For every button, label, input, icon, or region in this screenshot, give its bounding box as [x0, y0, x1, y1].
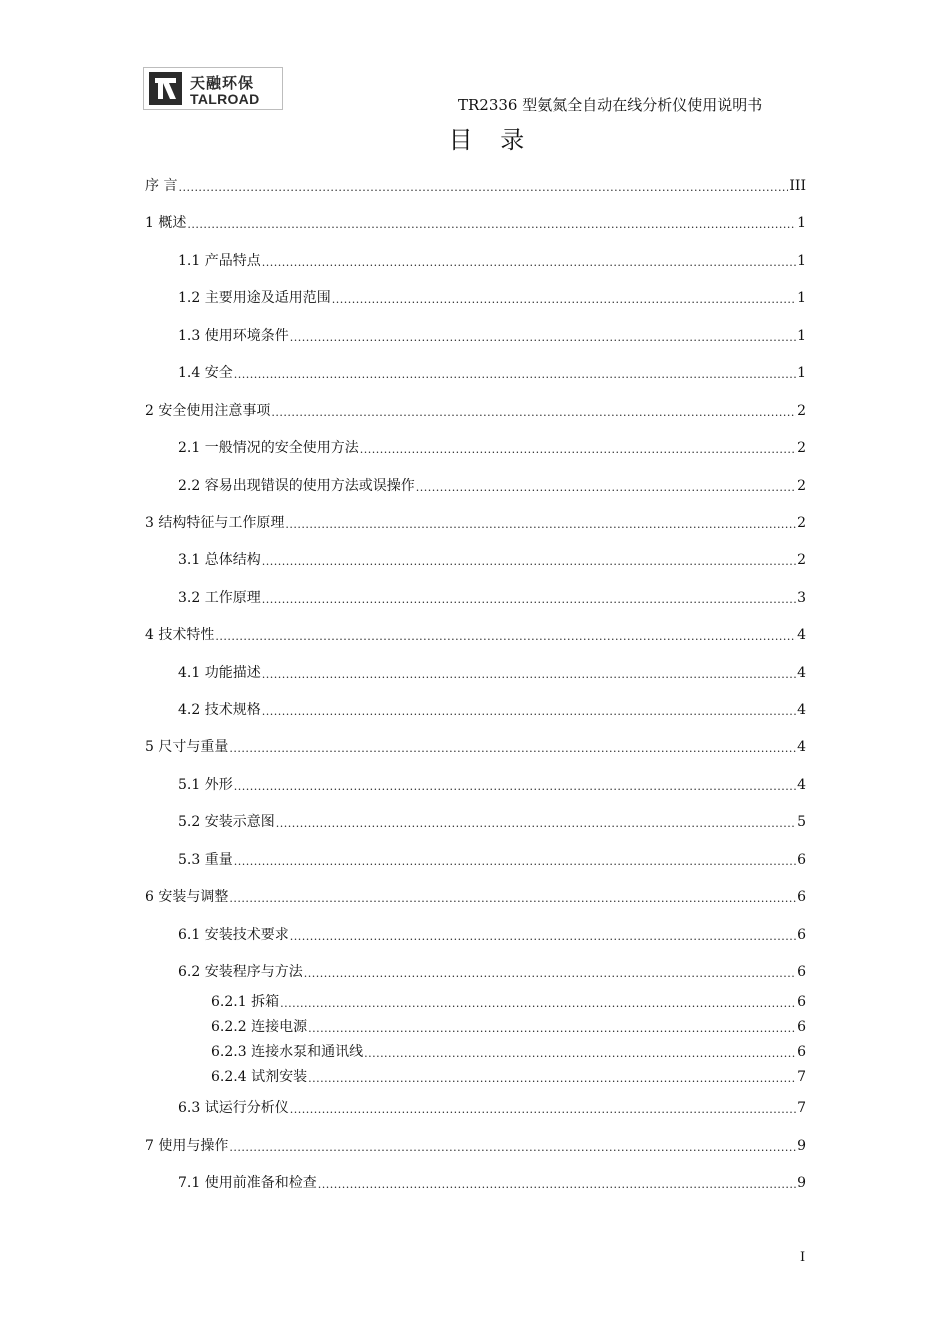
toc-entry-title: 2.1 一般情况的安全使用方法	[178, 440, 359, 456]
toc-dot-leader	[332, 293, 796, 307]
toc-entry[interactable]	[178, 439, 806, 457]
toc-entry[interactable]	[145, 626, 806, 644]
toc-dot-leader	[285, 518, 796, 532]
toc-entry[interactable]	[178, 813, 806, 831]
toc-dot-leader	[308, 1072, 796, 1086]
toc-entry[interactable]	[145, 214, 806, 232]
toc-entry-page: III	[789, 178, 806, 194]
toc-entry-page: 1	[797, 253, 806, 269]
toc-entry-title: 2 安全使用注意事项	[145, 403, 271, 419]
toc-entry-page: 6	[797, 852, 806, 868]
toc-entry-title: 1.2 主要用途及适用范围	[178, 290, 331, 306]
toc-entry-page: 7	[797, 1069, 806, 1085]
toc-entry[interactable]	[178, 477, 806, 495]
toc-dot-leader	[364, 1047, 796, 1061]
toc-heading: 目 录	[448, 126, 535, 154]
toc-entry-title: 6.3 试运行分析仪	[178, 1100, 289, 1116]
toc-entry-page: 9	[797, 1175, 806, 1191]
toc-entry-title: 4 技术特性	[145, 627, 215, 643]
toc-dot-leader	[234, 368, 796, 382]
toc-entry[interactable]	[178, 551, 806, 569]
toc-entry-page: 6	[797, 889, 806, 905]
toc-entry-title: 7.1 使用前准备和检查	[178, 1175, 317, 1191]
toc-dot-leader	[229, 892, 796, 906]
toc-entry-title: 2.2 容易出现错误的使用方法或误操作	[178, 478, 415, 494]
toc-dot-leader	[318, 1178, 796, 1192]
toc-dot-leader	[262, 256, 796, 270]
toc-entry-page: 1	[797, 365, 806, 381]
page-number: I	[800, 1250, 806, 1265]
toc-entry-page: 6	[797, 1019, 806, 1035]
toc-entry-page: 6	[797, 994, 806, 1010]
toc-entry[interactable]	[178, 664, 806, 682]
document-title: TR2336 型氨氮全自动在线分析仪使用说明书	[458, 96, 763, 114]
toc-entry-page: 9	[797, 1138, 806, 1154]
toc-dot-leader	[262, 593, 796, 607]
toc-entry[interactable]	[178, 963, 806, 981]
toc-entry-title: 5.1 外形	[178, 777, 233, 793]
toc-entry-page: 7	[797, 1100, 806, 1116]
toc-entry[interactable]	[178, 1174, 806, 1192]
toc-dot-leader	[234, 855, 796, 869]
toc-entry-page: 1	[797, 290, 806, 306]
toc-entry[interactable]	[178, 776, 806, 794]
toc-entry-title: 5.2 安装示意图	[178, 814, 275, 830]
toc-entry-page: 4	[797, 665, 806, 681]
toc-entry-title: 5 尺寸与重量	[145, 739, 229, 755]
toc-entry-title: 1.1 产品特点	[178, 253, 261, 269]
toc-entry-page: 4	[797, 777, 806, 793]
toc-entry[interactable]	[178, 364, 806, 382]
toc-dot-leader	[276, 817, 796, 831]
toc-dot-leader	[304, 967, 796, 981]
toc-entry-page: 2	[797, 552, 806, 568]
toc-entry-title: 4.1 功能描述	[178, 665, 261, 681]
toc-dot-leader	[360, 443, 796, 457]
toc-entry-title: 6.2.1 拆箱	[211, 994, 280, 1010]
toc-dot-leader	[262, 668, 796, 682]
toc-entry[interactable]	[211, 1043, 806, 1061]
toc-entry-page: 1	[797, 328, 806, 344]
toc-entry-title: 1.4 安全	[178, 365, 233, 381]
toc-dot-leader	[280, 997, 796, 1011]
toc-entry[interactable]	[178, 589, 806, 607]
toc-entry-page: 1	[797, 215, 806, 231]
toc-entry[interactable]	[211, 993, 806, 1011]
toc-entry-title: 6.2.4 试剂安装	[211, 1069, 308, 1085]
toc-dot-leader	[187, 218, 796, 232]
toc-entry[interactable]	[145, 1137, 806, 1155]
toc-entry[interactable]	[145, 738, 806, 756]
toc-entry-page: 6	[797, 927, 806, 943]
toc-entry-page: 2	[797, 478, 806, 494]
logo-chinese-name: 天融环保	[190, 74, 255, 92]
toc-entry[interactable]	[145, 888, 806, 906]
toc-entry-page: 4	[797, 702, 806, 718]
toc-entry[interactable]	[178, 289, 806, 307]
toc-dot-leader	[229, 1141, 796, 1155]
toc-entry[interactable]	[178, 327, 806, 345]
toc-dot-leader	[290, 331, 796, 345]
toc-dot-leader	[416, 481, 796, 495]
toc-entry[interactable]	[178, 926, 806, 944]
toc-entry[interactable]	[145, 177, 806, 195]
toc-entry[interactable]	[211, 1018, 806, 1036]
logo-english-name: TALROAD	[190, 91, 260, 107]
toc-entry-page: 4	[797, 627, 806, 643]
toc-entry-title: 1 概述	[145, 215, 187, 231]
toc-dot-leader	[262, 555, 796, 569]
toc-entry-page: 2	[797, 403, 806, 419]
toc-dot-leader	[215, 630, 796, 644]
toc-dot-leader	[234, 780, 796, 794]
toc-entry-page: 2	[797, 515, 806, 531]
toc-dot-leader	[178, 181, 788, 195]
toc-entry-title: 6.2.2 连接电源	[211, 1019, 308, 1035]
toc-entry[interactable]	[178, 252, 806, 270]
toc-entry[interactable]	[145, 514, 806, 532]
toc-entry-page: 2	[797, 440, 806, 456]
toc-entry[interactable]	[211, 1068, 806, 1086]
toc-dot-leader	[262, 705, 796, 719]
toc-dot-leader	[290, 1103, 796, 1117]
toc-entry-title: 6.2.3 连接水泵和通讯线	[211, 1044, 364, 1060]
toc-entry-title: 5.3 重量	[178, 852, 233, 868]
toc-entry[interactable]	[178, 851, 806, 869]
toc-entry-title: 序 言	[145, 178, 178, 194]
toc-entry-title: 6 安装与调整	[145, 889, 229, 905]
toc-entry-title: 3 结构特征与工作原理	[145, 515, 285, 531]
toc-entry-title: 6.2 安装程序与方法	[178, 964, 303, 980]
toc-entry-title: 3.1 总体结构	[178, 552, 261, 568]
company-logo	[143, 67, 283, 110]
toc-entry-title: 6.1 安装技术要求	[178, 927, 289, 943]
toc-entry[interactable]	[178, 1099, 806, 1117]
toc-entry-page: 4	[797, 739, 806, 755]
toc-dot-leader	[308, 1022, 796, 1036]
toc-dot-leader	[229, 742, 796, 756]
toc-entry-title: 4.2 技术规格	[178, 702, 261, 718]
toc-entry-title: 7 使用与操作	[145, 1138, 229, 1154]
toc-entry-page: 6	[797, 1044, 806, 1060]
toc-dot-leader	[271, 406, 796, 420]
toc-entry[interactable]	[145, 402, 806, 420]
toc-entry-title: 1.3 使用环境条件	[178, 328, 289, 344]
toc-dot-leader	[290, 930, 796, 944]
toc-entry-title: 3.2 工作原理	[178, 590, 261, 606]
toc-entry-page: 5	[797, 814, 806, 830]
toc-entry-page: 6	[797, 964, 806, 980]
toc-entry[interactable]	[178, 701, 806, 719]
logo-mark-icon	[149, 72, 182, 105]
toc-entry-page: 3	[797, 590, 806, 606]
